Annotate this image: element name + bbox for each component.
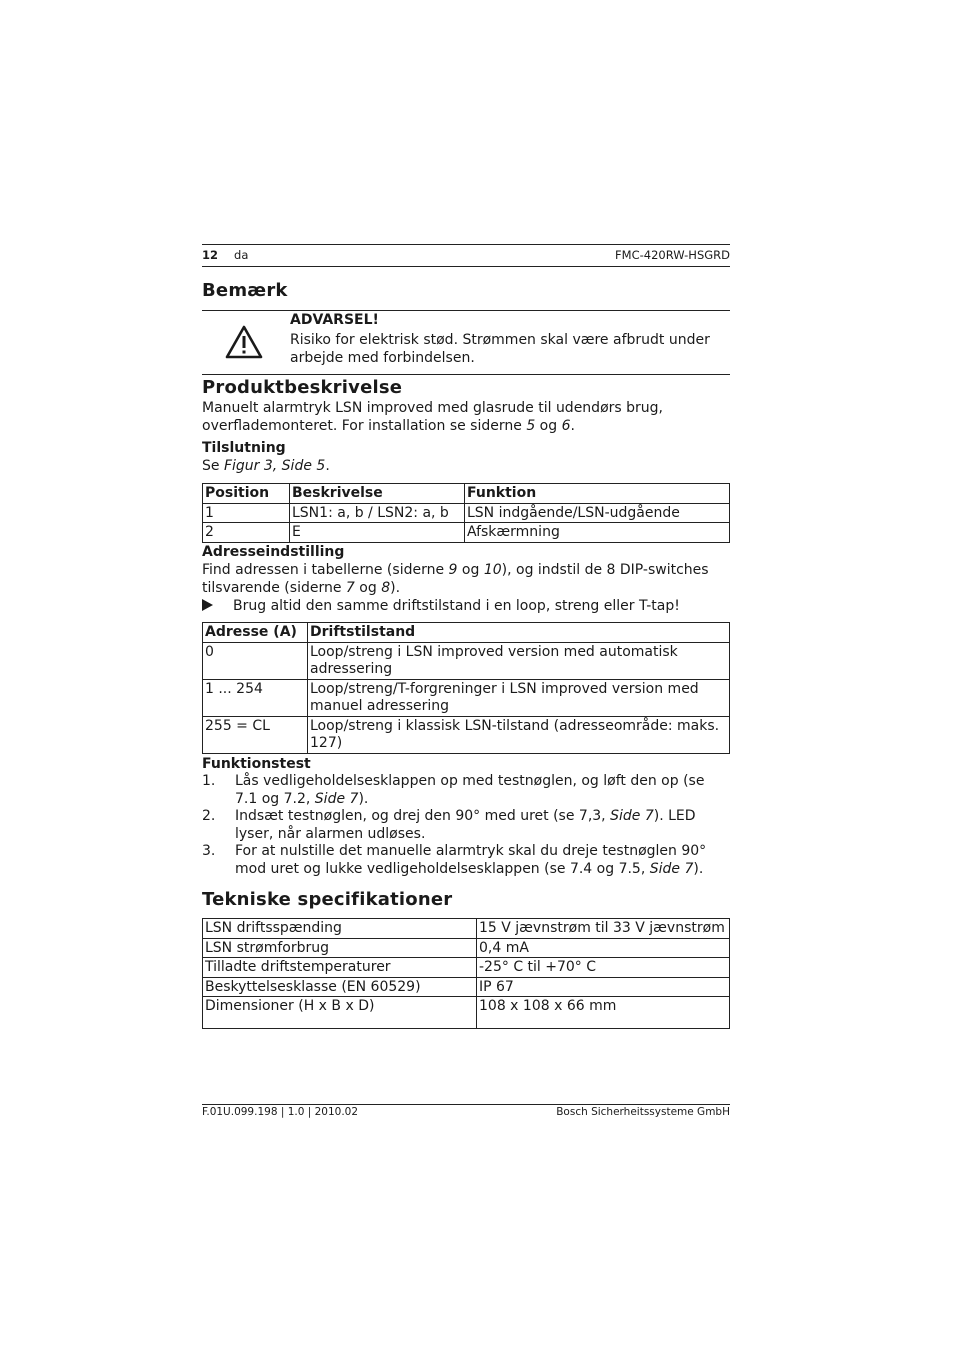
step-text: ).	[358, 790, 369, 807]
table-cell: 108 x 108 x 66 mm	[477, 997, 730, 1029]
heading-produktbeskrivelse: Produktbeskrivelse	[202, 377, 403, 398]
table-cell: E	[290, 523, 465, 543]
table-cell: Beskyttelsesklasse (EN 60529)	[203, 977, 477, 997]
column-header: Funktion	[465, 484, 730, 504]
table-cell: Loop/streng i klassisk LSN-tilstand (adresseområde: maks. 127)	[308, 716, 730, 753]
list-item	[202, 843, 730, 878]
label-adresseindstilling: Adresseindstilling	[202, 544, 345, 560]
specifications-table	[202, 918, 730, 1029]
table-cell: Loop/streng i LSN improved version med automatisk adressering	[308, 642, 730, 679]
figure-ref: Figur 3, Side 5	[223, 458, 326, 474]
text: og	[354, 579, 382, 596]
product-description	[202, 400, 730, 435]
page-ref: Side 7	[314, 790, 359, 807]
page-ref: 5	[526, 417, 536, 434]
connection-table	[202, 483, 730, 543]
table-cell: 0,4 mA	[477, 938, 730, 958]
table-cell: LSN driftsspænding	[203, 919, 477, 939]
address-table	[202, 622, 730, 754]
text: tilsvarende (siderne	[202, 579, 346, 596]
page-ref: 10	[483, 562, 502, 578]
header-bottom-rule	[202, 266, 730, 267]
table-cell: 0	[203, 642, 308, 679]
label-funktionstest: Funktionstest	[202, 756, 311, 772]
step-number: 3.	[202, 843, 216, 859]
table-row	[203, 523, 730, 543]
heading-bemaerk: Bemærk	[202, 280, 288, 301]
page-ref: 9	[448, 562, 458, 578]
table-row	[203, 958, 730, 978]
tilslutning-reference	[202, 458, 730, 476]
table-cell: 15 V jævnstrøm til 33 V jævnstrøm	[477, 919, 730, 939]
list-item	[202, 773, 730, 808]
address-instructions	[202, 562, 730, 597]
language-code: da	[234, 248, 249, 262]
page-ref: Side 7	[649, 860, 694, 877]
table-cell: Dimensioner (H x B x D)	[203, 997, 477, 1029]
text: og	[457, 562, 484, 578]
product-text-line2-c: og	[535, 417, 562, 434]
warning-triangle-icon	[224, 324, 264, 360]
column-header: Beskrivelse	[290, 484, 465, 504]
column-header: Adresse (A)	[203, 623, 308, 643]
page-header	[202, 245, 730, 265]
column-header: Position	[203, 484, 290, 504]
step-text: Indsæt testnøglen, og drej den 90° med uret (se 7,3,	[235, 808, 611, 824]
table-cell: Tilladte driftstemperaturer	[203, 958, 477, 978]
ref-suffix: .	[325, 458, 330, 474]
step-text: ). LED lyser, når alarmen udløses.	[235, 808, 696, 842]
column-header: Driftstilstand	[308, 623, 730, 643]
page-ref: 7	[345, 579, 355, 596]
footer-company: Bosch Sicherheitssysteme GmbH	[556, 1106, 730, 1118]
bullet-text: Brug altid den samme driftstilstand i en loop, streng eller T-tap!	[233, 598, 680, 614]
table-cell: Afskærmning	[465, 523, 730, 543]
heading-tekniske-specifikationer: Tekniske specifikationer	[202, 889, 453, 910]
table-header-row	[203, 623, 730, 643]
table-cell: Loop/streng/T-forgreninger i LSN improved version med manuel adressering	[308, 679, 730, 716]
page-footer	[202, 1106, 730, 1118]
table-cell: 1	[203, 503, 290, 523]
text: ), og indstil de 8 DIP-switches	[501, 562, 709, 578]
table-cell: LSN1: a, b / LSN2: a, b	[290, 503, 465, 523]
label-tilslutning: Tilslutning	[202, 440, 286, 456]
table-cell: -25° C til +70° C	[477, 958, 730, 978]
product-text-line1: Manuelt alarmtryk LSN improved med glasrude til udendørs brug,	[202, 400, 663, 416]
table-row	[203, 716, 730, 753]
step-number: 1.	[202, 773, 216, 789]
page-ref: 8	[381, 579, 391, 596]
table-cell: 255 = CL	[203, 716, 308, 753]
step-text: Lås vedligeholdelsesklappen op med testnøglen, og løft den op (se 7.1 og 7.2,	[235, 773, 705, 807]
page-ref: Side 7	[610, 808, 654, 824]
footer-rule	[202, 1104, 730, 1105]
warning-text: Risiko for elektrisk stød. Strømmen skal være afbrudt under arbejde med forbindelsen.	[290, 332, 710, 366]
table-cell: IP 67	[477, 977, 730, 997]
product-text-line2-e: .	[570, 417, 575, 434]
page-number: 12	[202, 248, 219, 262]
table-cell: LSN indgående/LSN-udgående	[465, 503, 730, 523]
table-cell: LSN strømforbrug	[203, 938, 477, 958]
function-test-steps	[202, 773, 730, 878]
list-item	[202, 808, 730, 843]
table-row	[203, 503, 730, 523]
bullet-note	[202, 598, 730, 614]
product-text-line2-a: overflademonteret. For installation se siderne	[202, 417, 527, 434]
table-cell: 1 ... 254	[203, 679, 308, 716]
arrow-bullet-icon	[202, 599, 213, 611]
document-id: FMC-420RW-HSGRD	[615, 248, 730, 262]
step-text: For at nulstille det manuelle alarmtryk skal du dreje testnøglen 90° mod uret og lukke vedligeholdelsesklappen (se 7.4 og 7.5,	[235, 843, 707, 877]
page-ref: 6	[561, 417, 571, 434]
text: Find adressen i tabellerne (siderne	[202, 562, 449, 578]
footer-doc-info: F.01U.099.198 | 1.0 | 2010.02	[202, 1106, 359, 1118]
table-row	[203, 977, 730, 997]
table-row	[203, 997, 730, 1029]
text: ).	[390, 579, 401, 596]
table-row	[203, 679, 730, 716]
warning-title: ADVARSEL!	[290, 312, 379, 328]
table-cell: 2	[203, 523, 290, 543]
step-number: 2.	[202, 808, 216, 824]
table-header-row	[203, 484, 730, 504]
ref-prefix: Se	[202, 458, 224, 474]
table-row	[203, 642, 730, 679]
warning-box	[202, 310, 730, 374]
table-row	[203, 938, 730, 958]
step-text: ).	[693, 860, 704, 877]
warning-bottom-rule	[202, 374, 730, 375]
table-row	[203, 919, 730, 939]
